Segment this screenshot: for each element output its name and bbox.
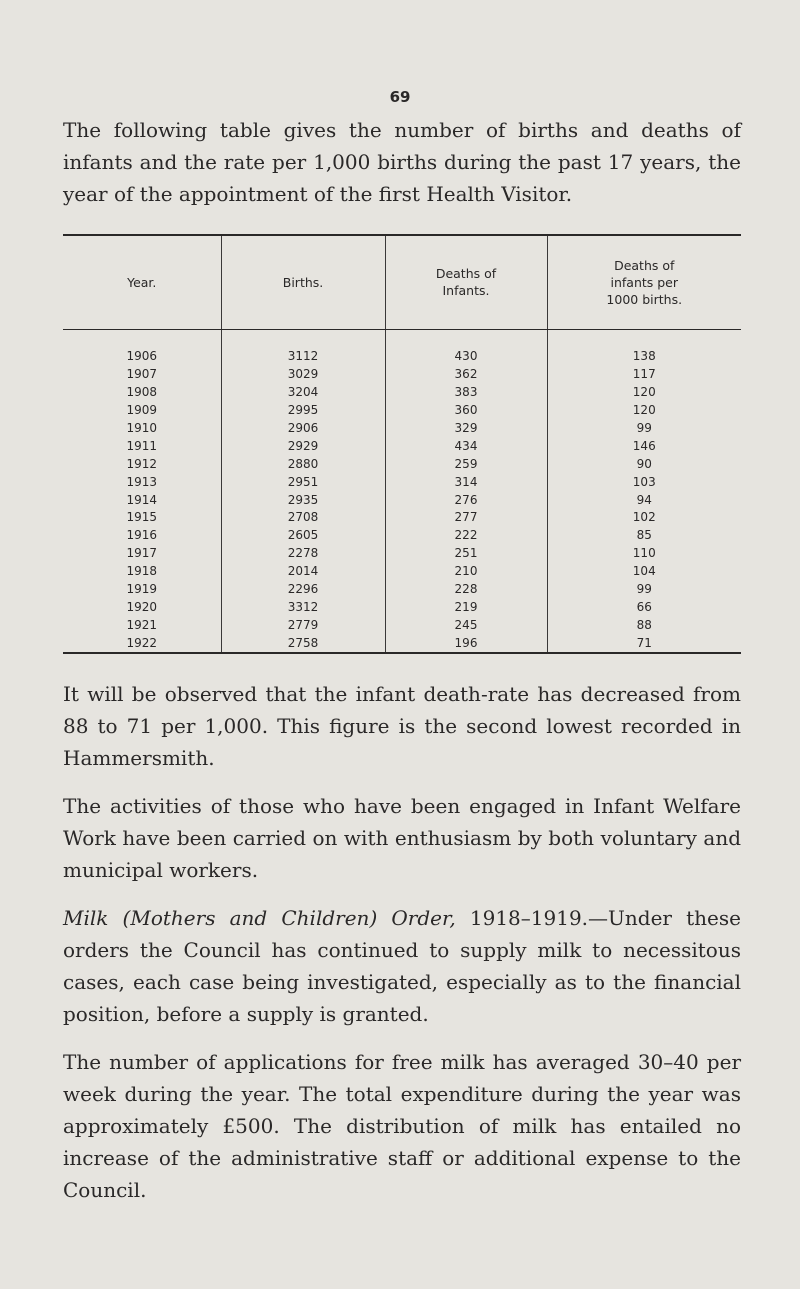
cell-year: 1915	[126, 510, 158, 525]
table-row	[63, 598, 741, 616]
table-row	[63, 401, 741, 419]
cell-rate: 117	[547, 365, 741, 383]
cell-year: 1909	[126, 403, 158, 418]
table-row	[63, 616, 741, 634]
cell-year: 1916	[126, 528, 158, 543]
cell-rate: 99	[547, 580, 741, 598]
cell-births: 2758	[221, 634, 385, 653]
table-row	[63, 419, 741, 437]
cell-deaths: 276	[385, 491, 547, 509]
cell-births: 2995	[221, 401, 385, 419]
cell-deaths: 277	[385, 509, 547, 527]
cell-year: 1914	[126, 492, 158, 507]
cell-rate: 102	[547, 509, 741, 527]
cell-deaths: 314	[385, 473, 547, 491]
cell-deaths: 210	[385, 562, 547, 580]
cell-rate: 94	[547, 491, 741, 509]
cell-rate: 85	[547, 526, 741, 544]
cell-rate: 71	[547, 634, 741, 653]
cell-deaths: 430	[385, 348, 547, 366]
table-row	[63, 544, 741, 562]
table-row	[63, 491, 741, 509]
cell-deaths: 383	[385, 383, 547, 401]
cell-deaths: 228	[385, 580, 547, 598]
cell-births: 3204	[221, 383, 385, 401]
table-row	[63, 509, 741, 527]
cell-year: 1919	[126, 582, 158, 597]
cell-births: 2708	[221, 509, 385, 527]
cell-rate: 138	[547, 348, 741, 366]
cell-rate: 103	[547, 473, 741, 491]
cell-rate: 120	[547, 401, 741, 419]
milk-heading-part3: ) Order,	[369, 906, 456, 930]
cell-year: 1913	[126, 474, 158, 489]
cell-rate: 104	[547, 562, 741, 580]
table-row	[63, 348, 741, 366]
cell-births: 3312	[221, 598, 385, 616]
cell-births: 2929	[221, 437, 385, 455]
cell-births: 2278	[221, 544, 385, 562]
milk-order-text: 1918–1919.—Under these orders the Council has continued to supply milk to necessitous cases, each case being investigated, especially as to the financial position, before a supply is granted.	[63, 906, 741, 1026]
observed-paragraph: It will be observed that the infant death-rate has decreased from 88 to 71 per 1,000. This figure is the second lowest recorded in Hammersmith.	[63, 682, 741, 770]
activities-paragraph: The activities of those who have been engaged in Infant Welfare Work have been carried on with enthusiasm by both voluntary and municipal workers.	[63, 794, 741, 882]
cell-deaths: 219	[385, 598, 547, 616]
cell-deaths: 251	[385, 544, 547, 562]
page-number: 69	[389, 88, 411, 106]
cell-deaths: 259	[385, 455, 547, 473]
cell-births: 2880	[221, 455, 385, 473]
cell-rate: 66	[547, 598, 741, 616]
cell-births: 2014	[221, 562, 385, 580]
header-births: Births.	[221, 235, 385, 329]
cell-deaths: 222	[385, 526, 547, 544]
cell-year: 1918	[126, 564, 158, 579]
cell-rate: 146	[547, 437, 741, 455]
infant-mortality-table	[63, 234, 741, 654]
table-row	[63, 580, 741, 598]
cell-deaths: 360	[385, 401, 547, 419]
header-deaths-of-infants: Deaths of Infants.	[385, 235, 547, 329]
milk-order-paragraph	[63, 902, 741, 1030]
cell-births: 3029	[221, 365, 385, 383]
cell-rate: 99	[547, 419, 741, 437]
cell-year: 1922	[63, 634, 221, 653]
cell-births: 2296	[221, 580, 385, 598]
cell-year: 1910	[126, 421, 158, 435]
table-row	[63, 383, 741, 401]
cell-deaths: 245	[385, 616, 547, 634]
cell-births: 2935	[221, 491, 385, 509]
cell-deaths: 362	[385, 365, 547, 383]
table-row	[63, 365, 741, 383]
table-row	[63, 562, 741, 580]
cell-year: 1907	[126, 367, 158, 382]
cell-births: 3112	[221, 348, 385, 366]
table-row	[63, 473, 741, 491]
header-year: Year.	[63, 235, 221, 329]
table-row	[63, 634, 741, 653]
cell-deaths: 196	[385, 634, 547, 653]
cell-births: 2779	[221, 616, 385, 634]
cell-year: 1917	[126, 546, 158, 561]
cell-year: 1906	[126, 349, 158, 364]
cell-deaths: 329	[385, 419, 547, 437]
cell-deaths: 434	[385, 437, 547, 455]
cell-rate: 120	[547, 383, 741, 401]
header-deaths-per-1000: Deaths of infants per 1000 births.	[547, 235, 741, 329]
milk-heading-part2: Mothers and Children	[130, 906, 370, 930]
table-body	[63, 329, 741, 653]
cell-year: 1912	[126, 456, 158, 471]
cell-rate: 110	[547, 544, 741, 562]
milk-heading-part1: Milk (	[63, 906, 131, 930]
table-row	[63, 526, 741, 544]
cell-year: 1920	[126, 599, 158, 614]
cell-year: 1911	[126, 438, 158, 453]
cell-rate: 90	[547, 455, 741, 473]
cell-year: 1908	[126, 385, 158, 400]
cell-year: 1921	[126, 617, 158, 632]
cell-births: 2605	[221, 526, 385, 544]
cell-births: 2906	[221, 419, 385, 437]
cell-births: 2951	[221, 473, 385, 491]
table-row	[63, 455, 741, 473]
applications-paragraph: The number of applications for free milk has averaged 30–40 per week during the year. The total expenditure during the year was approximately £500. The distribution of milk has entailed no increase of the administrative staff or additional expense to the Council.	[63, 1050, 741, 1202]
table-header-row	[63, 235, 741, 329]
intro-paragraph: The following table gives the number of births and deaths of infants and the rate per 1,000 births during the past 17 years, the year of the appointment of the first Health Visitor.	[63, 118, 741, 206]
table-row	[63, 437, 741, 455]
cell-rate: 88	[547, 616, 741, 634]
